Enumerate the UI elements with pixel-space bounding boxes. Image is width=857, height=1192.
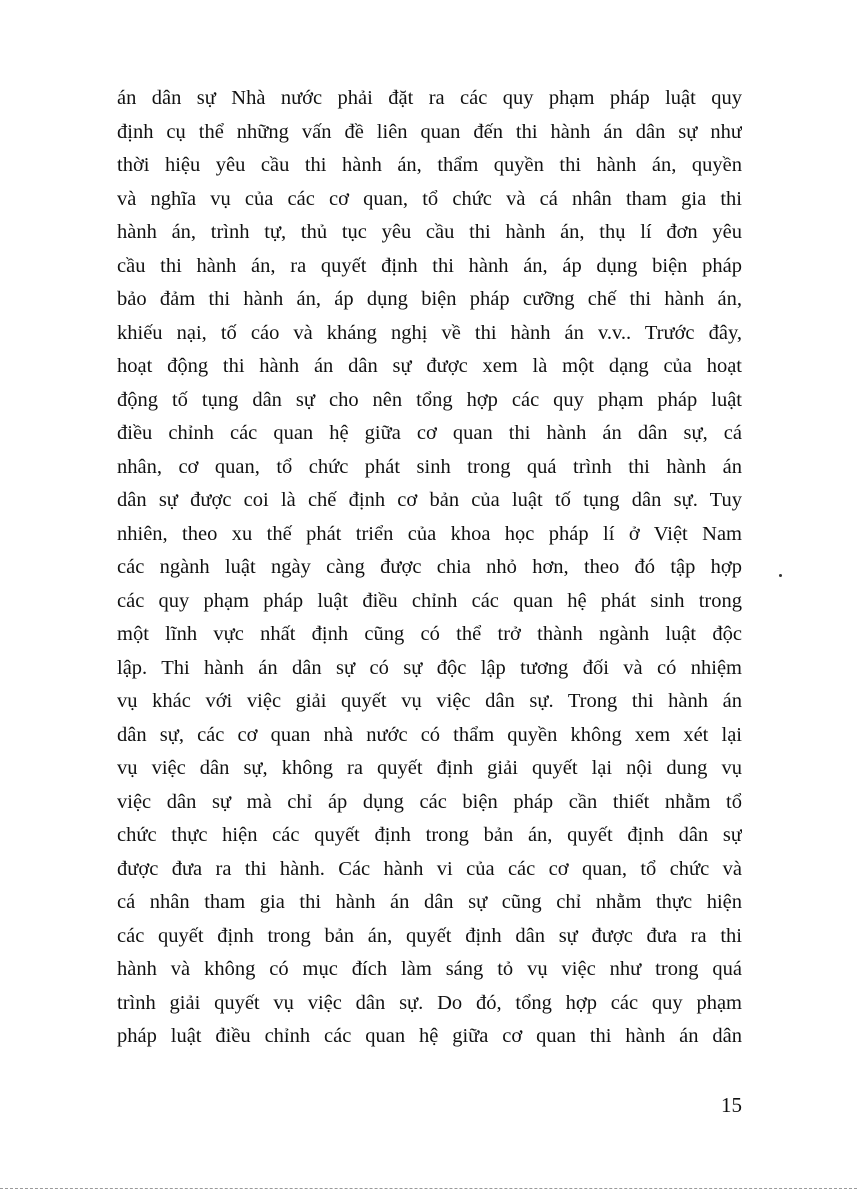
text-line-9: hoạt động thi hành án dân sự được xem là một dạng của hoạt [117,355,742,377]
text-line-24: được đưa ra thi hành. Các hành vi của các cơ quan, tổ chức và [117,857,742,880]
text-line-15: các ngành luật ngày càng được chia nhỏ hơn, theo đó tập hợp [117,556,742,578]
text-line-28: trình giải quyết vụ việc dân sự. Do đó, tổng hợp các quy phạm [117,991,742,1014]
text-line-14: nhiên, theo xu thế phát triển của khoa học pháp lí ở Việt Nam [117,522,742,545]
text-line-16: các quy phạm pháp luật điều chỉnh các quan hệ phát sinh trong [117,589,742,612]
text-line-23: chức thực hiện các quyết định trong bản án, quyết định dân sự [117,824,742,846]
text-line-17: một lĩnh vực nhất định cũng có thể trở thành ngành luật độc [117,623,742,645]
text-line-7: bảo đảm thi hành án, áp dụng biện pháp cưỡng chế thi hành án, [117,288,742,310]
text-line-12: nhân, cơ quan, tổ chức phát sinh trong quá trình thi hành án [117,455,742,478]
text-line-13: dân sự được coi là chế định cơ bản của luật tố tụng dân sự. Tuy [117,489,742,511]
text-line-6: cầu thi hành án, ra quyết định thi hành án, áp dụng biện pháp [117,254,742,277]
page-bottom-edge [0,1188,857,1189]
text-line-21: vụ việc dân sự, không ra quyết định giải quyết lại nội dung vụ [117,757,742,779]
text-line-20: dân sự, các cơ quan nhà nước có thẩm quyền không xem xét lại [117,723,742,746]
text-line-4: và nghĩa vụ của các cơ quan, tổ chức và cá nhân tham gia thi [117,187,742,210]
text-line-1: án dân sự Nhà nước phải đặt ra các quy phạm pháp luật quy [117,87,742,109]
text-line-22: việc dân sự mà chỉ áp dụng các biện pháp cần thiết nhằm tổ [117,790,742,813]
text-line-26: các quyết định trong bản án, quyết định dân sự được đưa ra thi [117,924,742,947]
text-line-25: cá nhân tham gia thi hành án dân sự cũng chỉ nhằm thực hiện [117,891,742,913]
scan-speck [779,574,782,577]
text-line-11: điều chỉnh các quan hệ giữa cơ quan thi hành án dân sự, cá [117,422,742,444]
page-number: 15 [721,1093,742,1117]
text-line-18: lập. Thi hành án dân sự có sự độc lập tương đối và có nhiệm [117,656,742,679]
text-line-2: định cụ thể những vấn đề liên quan đến thi hành án dân sự như [117,120,742,143]
text-line-10: động tố tụng dân sự cho nên tổng hợp các quy phạm pháp luật [117,388,742,411]
body-text [117,82,742,1054]
text-line-5: hành án, trình tự, thủ tục yêu cầu thi hành án, thụ lí đơn yêu [117,221,742,243]
text-line-8: khiếu nại, tố cáo và kháng nghị về thi hành án v.v.. Trước đây, [117,321,742,344]
text-line-3: thời hiệu yêu cầu thi hành án, thẩm quyền thi hành án, quyền [117,154,742,176]
text-line-29: pháp luật điều chỉnh các quan hệ giữa cơ quan thi hành án dân [117,1025,742,1047]
text-line-27: hành và không có mục đích làm sáng tỏ vụ việc như trong quá [117,958,742,980]
text-line-19: vụ khác với việc giải quyết vụ việc dân sự. Trong thi hành án [117,690,742,712]
